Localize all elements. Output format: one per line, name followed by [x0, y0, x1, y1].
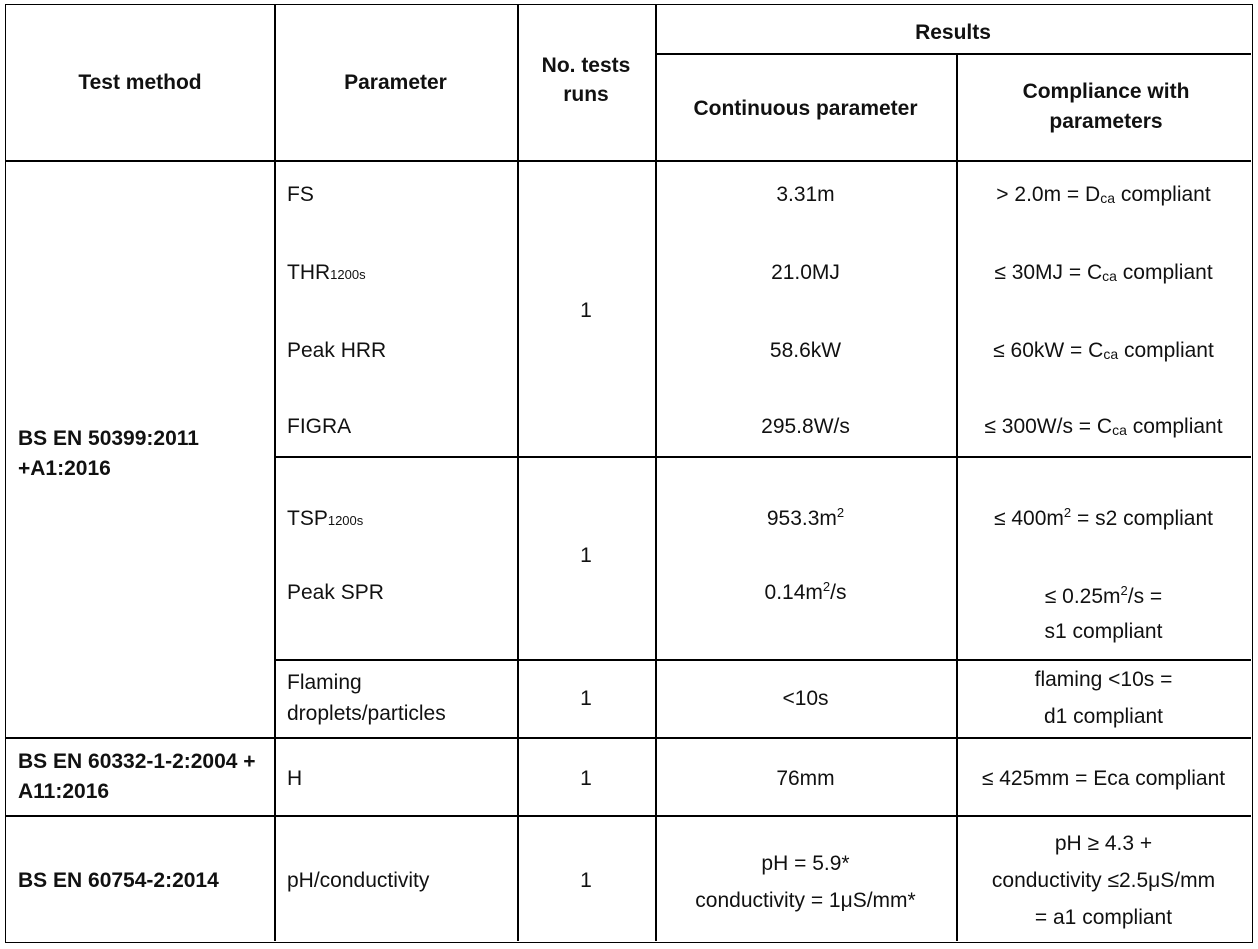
param-figra: FIGRA: [287, 415, 352, 438]
method-bs-en-60754: BS EN 60754-2:2014: [18, 869, 219, 892]
rule-method2-bottom: [6, 815, 1251, 817]
compliance-h: ≤ 425mm = Eca compliant: [981, 767, 1226, 790]
runs-droplets: 1: [580, 687, 592, 710]
runs-ph: 1: [580, 869, 592, 892]
rule-method1-bottom: [6, 737, 1251, 739]
param-h: H: [287, 767, 303, 790]
rule-col1: [274, 5, 276, 941]
value-peak-hrr: 58.6kW: [769, 339, 842, 362]
rule-header-bottom: [6, 160, 1251, 162]
value-tsp: $953.3m^2$: [766, 505, 845, 530]
param-peak-spr: Peak SPR: [287, 581, 384, 604]
param-tsp: TSP1200s: [287, 507, 364, 530]
value-h: 76mm: [776, 767, 835, 790]
rule-results-under: [655, 53, 1251, 55]
value-fs: 3.31m: [776, 183, 835, 206]
value-figra: 295.8W/s: [761, 415, 850, 438]
header-results: Results: [915, 21, 991, 44]
param-fs: FS: [287, 183, 314, 206]
header-test-method: Test method: [78, 71, 202, 94]
rule-group1-bottom: [274, 456, 1251, 458]
compliance-thr: ≤ 30MJ = Cca compliant: [994, 261, 1213, 284]
results-table: [5, 4, 1253, 943]
runs-h: 1: [580, 767, 592, 790]
header-no-tests-runs: No. tests runs: [541, 54, 631, 106]
compliance-figra: ≤ 300W/s = Cca compliant: [984, 415, 1223, 438]
runs-group2: 1: [580, 544, 592, 567]
param-flaming-droplets: Flaming droplets/particles: [287, 671, 446, 725]
header-compliance: Compliance with parameters: [1022, 80, 1190, 133]
header-continuous-parameter: Continuous parameter: [693, 97, 918, 120]
param-thr: THR1200s: [287, 261, 366, 284]
method-bs-en-50399: BS EN 50399:2011 +A1:2016: [18, 427, 199, 480]
param-peak-hrr: Peak HRR: [287, 339, 387, 362]
value-thr: 21.0MJ: [771, 261, 840, 284]
compliance-fs: > 2.0m = Dca compliant: [996, 183, 1211, 206]
header-parameter: Parameter: [344, 71, 447, 94]
compliance-ph-conductivity: pH ≥ 4.3 + conductivity ≤2.5μS/mm = a1 compliant: [991, 832, 1216, 929]
param-ph-conductivity: pH/conductivity: [287, 869, 430, 892]
compliance-tsp: ≤ $400m^2 = s2$ compliant: [994, 505, 1213, 530]
value-peak-spr: $0.14m^2/s$: [764, 579, 847, 604]
rule-col3: [655, 5, 657, 941]
value-droplets: <10s: [782, 687, 829, 710]
rule-col2: [517, 5, 519, 941]
compliance-peak-hrr: ≤ 60kW = Cca compliant: [993, 339, 1214, 362]
runs-group1: 1: [580, 299, 592, 322]
compliance-peak-spr: ≤ $0.25m^2/s$ = s1 compliant: [1044, 583, 1163, 643]
value-ph-conductivity: pH = 5.9* conductivity = 1μS/mm*: [695, 852, 916, 912]
compliance-droplets: flaming <10s = d1 compliant: [1034, 668, 1173, 728]
method-bs-en-60332: BS EN 60332-1-2:2004 + A11:2016: [18, 750, 256, 803]
